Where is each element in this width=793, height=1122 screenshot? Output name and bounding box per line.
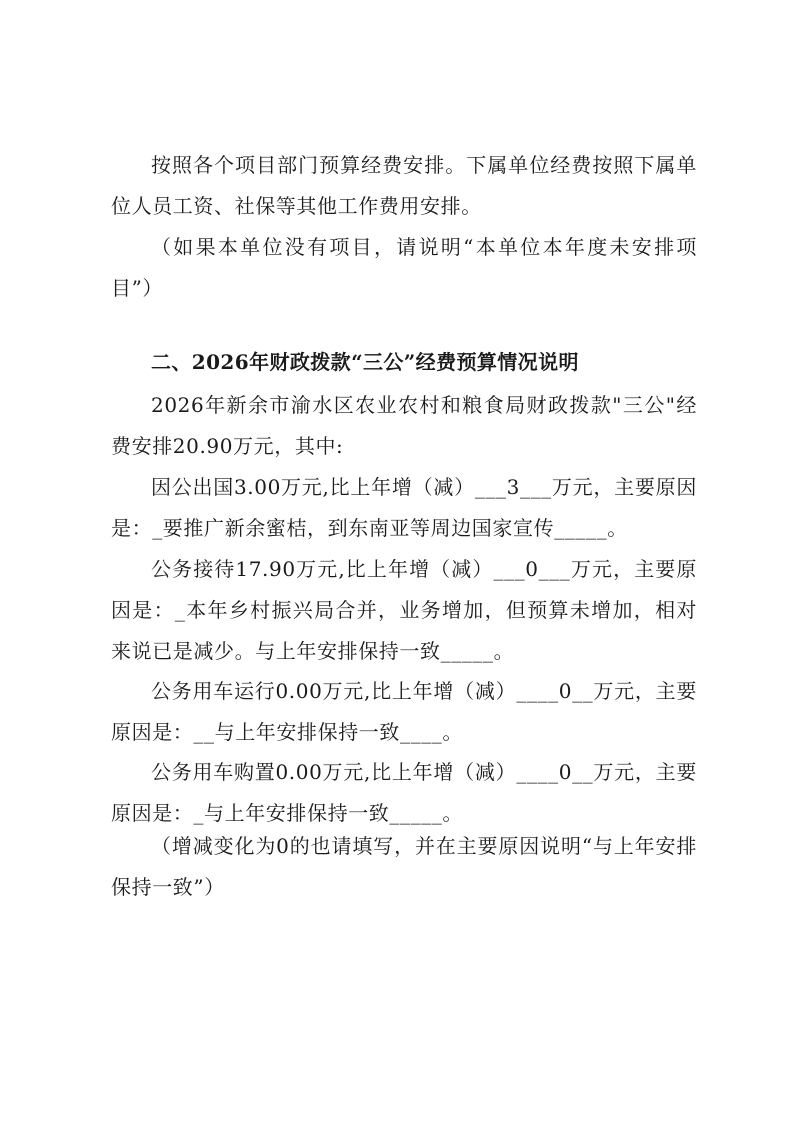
paragraph-no-project-note: （如果本单位没有项目，请说明“本单位本年度未安排项目”） [111, 235, 697, 300]
paragraph-vehicle-purchase: 公务用车购置0.00万元,比上年增（减）____0__万元，主要原因是：_与上年安排保持一致_____。 [111, 760, 697, 825]
section-heading-three-public: 二、2026年财政拨款“三公”经费预算情况说明 [151, 350, 579, 374]
paragraph-three-public-total: 2026年新余市渝水区农业农村和粮食局财政拨款"三公"经费安排20.90万元，其中: [111, 393, 697, 458]
paragraph-vehicle-operation: 公务用车运行0.00万元,比上年增（减）____0__万元，主要原因是：__与上年安排保持一致____。 [111, 679, 697, 744]
paragraph-project-arrangement: 按照各个项目部门预算经费安排。下属单位经费按照下属单位人员工资、社保等其他工作费用安排。 [111, 153, 697, 218]
paragraph-official-reception: 公务接待17.90万元,比上年增（减）___0___万元，主要原因是：_本年乡村振兴局合并，业务增加，但预算未增加，相对来说已是减少。与上年安排保持一致_____。 [111, 557, 697, 663]
paragraph-overseas-travel: 因公出国3.00万元,比上年增（减）___3___万元，主要原因是：_要推广新余蜜桔，到东南亚等周边国家宣传_____。 [111, 475, 697, 540]
paragraph-zero-change-note: （增减变化为0的也请填写，并在主要原因说明“与上年安排保持一致”） [111, 834, 697, 899]
